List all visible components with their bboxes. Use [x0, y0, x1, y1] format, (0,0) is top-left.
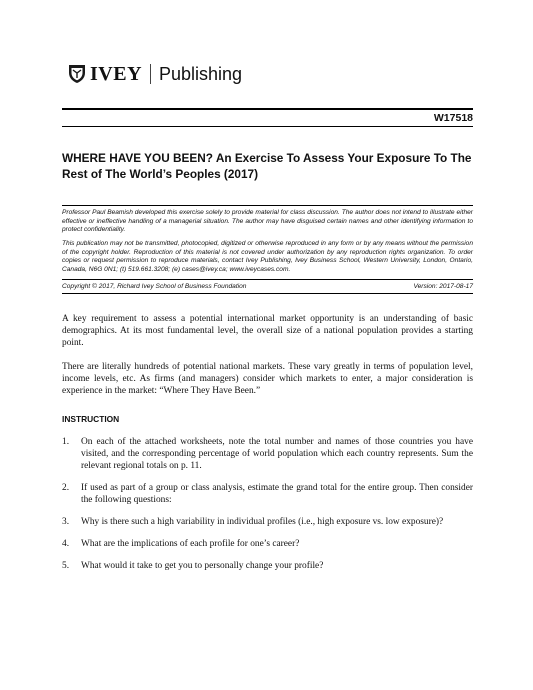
item-number: 5.	[62, 561, 70, 571]
item-text: Why is there such a high variability in individual profiles (i.e., high exposure vs. low exposure)?	[81, 517, 444, 527]
item-number: 3.	[62, 517, 70, 527]
disclaimer-rule-middle	[62, 279, 473, 280]
disclaimer-permissions: This publication may not be transmitted, photocopied, digitized or otherwise reproduced in any form or by any means without the permission of the copyright holder. Reproduction of this material is not covered under authorization by any reproduction rights organization. To order copies or request permission to reproduce materials, contact Ivey Publishing, Ivey Business School, Western University, London, Ontario, Canada, N6G 0N1; (t) 519.661.3208; (e) cases@ivey.ca; www.iveycases.com.	[62, 240, 473, 273]
disclaimer-authorship: Professor Paul Beamish developed this exercise solely to provide material for class discussion. The author does not intend to illustrate either effective or ineffective handling of a managerial situation. The author may have disguised certain names and other identifying information to protect confidentiality.	[62, 209, 473, 234]
instruction-item-4	[62, 538, 473, 550]
version-label: Version: 2017-08-17	[413, 283, 473, 290]
logo-divider	[150, 64, 151, 84]
item-text: What would it take to get you to personally change your profile?	[81, 561, 324, 571]
item-text: If used as part of a group or class analysis, estimate the grand total for the entire group. Then consider the following questions:	[81, 483, 473, 506]
markets-paragraph: There are literally hundreds of potential national markets. These vary greatly in terms of population level, income levels, etc. As firms (and managers) consider which markets to enter, a major consideration is experience in the market: “Where They Have Been.”	[62, 362, 473, 397]
ivey-publishing-logo	[68, 62, 242, 86]
instruction-item-1	[62, 436, 473, 473]
intro-paragraph: A key requirement to assess a potential international market opportunity is an understanding of basic demographics. At its most fundamental level, the overall size of a national population provides a starting point.	[62, 314, 473, 349]
header-rule	[62, 108, 473, 110]
copyright-notice: Copyright © 2017, Richard Ivey School of Business Foundation	[62, 283, 247, 290]
item-text: What are the implications of each profile for one’s career?	[81, 539, 300, 549]
disclaimer-rule-bottom	[62, 293, 473, 294]
publisher-name: Publishing	[159, 63, 243, 84]
instruction-item-3	[62, 516, 473, 528]
header-rule-thin	[62, 126, 473, 127]
instruction-item-5	[62, 560, 473, 572]
instruction-item-2	[62, 482, 473, 506]
item-number: 1.	[62, 437, 70, 447]
document-title: WHERE HAVE YOU BEEN? An Exercise To Assess Your Exposure To The Rest of The World’s Peoples (2017)	[62, 151, 472, 181]
instruction-heading: INSTRUCTION	[62, 414, 120, 424]
item-number: 4.	[62, 539, 70, 549]
disclaimer-rule-top	[62, 205, 473, 206]
brand-name: IVEY	[90, 62, 143, 85]
item-number: 2.	[62, 483, 70, 493]
case-number: W17518	[433, 112, 473, 124]
ivey-crest-icon	[68, 64, 86, 84]
item-text: On each of the attached worksheets, note the total number and names of those countries you have visited, and the corresponding percentage of world population which each country represents. Sum the relevant regional totals on p. 11.	[81, 437, 473, 472]
